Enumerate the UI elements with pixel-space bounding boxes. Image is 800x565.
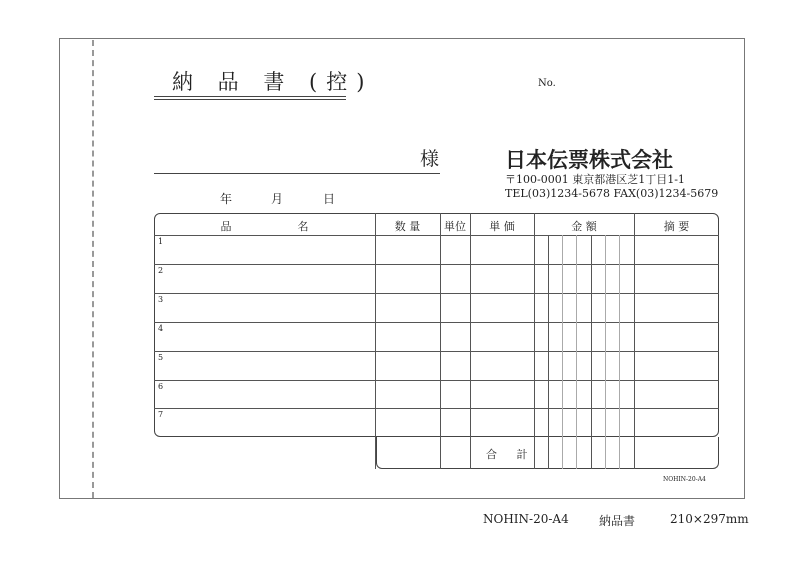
header-amount: 金 額 bbox=[571, 220, 597, 233]
date-day-label: 日 bbox=[323, 192, 336, 206]
row-number: 2 bbox=[158, 266, 164, 275]
footer-code: NOHIN-20-A4 bbox=[483, 512, 569, 526]
date-year-label: 年 bbox=[220, 192, 233, 206]
row-number: 6 bbox=[158, 382, 164, 391]
company-contact: TEL(03)1234-5678 FAX(03)1234-5679 bbox=[505, 187, 719, 200]
header-unit: 単位 bbox=[444, 220, 466, 233]
column-rule bbox=[375, 213, 376, 469]
row-number: 4 bbox=[158, 324, 164, 333]
title-underline-double bbox=[154, 99, 346, 100]
column-rule bbox=[470, 213, 471, 469]
row-number: 3 bbox=[158, 295, 164, 304]
document-title: 納 品 書 (控) bbox=[172, 70, 374, 94]
row-number: 1 bbox=[158, 237, 164, 246]
header-item: 品 名 bbox=[220, 220, 309, 233]
column-rule bbox=[534, 213, 535, 469]
header-remarks: 摘 要 bbox=[663, 220, 690, 233]
amount-digit-rule bbox=[548, 235, 549, 469]
amount-digit-tick bbox=[619, 235, 620, 469]
amount-digit-rule bbox=[591, 235, 592, 469]
footer-name: 納品書 bbox=[599, 514, 636, 528]
date-month-label: 月 bbox=[271, 192, 284, 206]
row-number: 5 bbox=[158, 353, 164, 362]
row-number: 7 bbox=[158, 410, 164, 419]
column-rule bbox=[440, 213, 441, 469]
footer-size: 210×297mm bbox=[670, 512, 749, 526]
perforation-line bbox=[92, 40, 94, 498]
amount-digit-tick bbox=[562, 235, 563, 469]
customer-name-line bbox=[154, 173, 440, 174]
column-rule bbox=[634, 213, 635, 469]
company-name: 日本伝票株式会社 bbox=[505, 148, 673, 172]
amount-digit-tick bbox=[576, 235, 577, 469]
form-code: NOHIN-20-A4 bbox=[663, 476, 706, 483]
amount-digit-tick bbox=[605, 235, 606, 469]
total-label: 合 計 bbox=[486, 448, 536, 461]
header-unit-price: 単 価 bbox=[489, 220, 515, 233]
header-quantity: 数 量 bbox=[394, 220, 421, 233]
honorific: 様 bbox=[420, 148, 440, 170]
company-address: 〒100-0001 東京都港区芝1丁目1-1 bbox=[505, 173, 685, 186]
title-underline bbox=[154, 96, 346, 97]
number-label: No. bbox=[538, 78, 556, 89]
